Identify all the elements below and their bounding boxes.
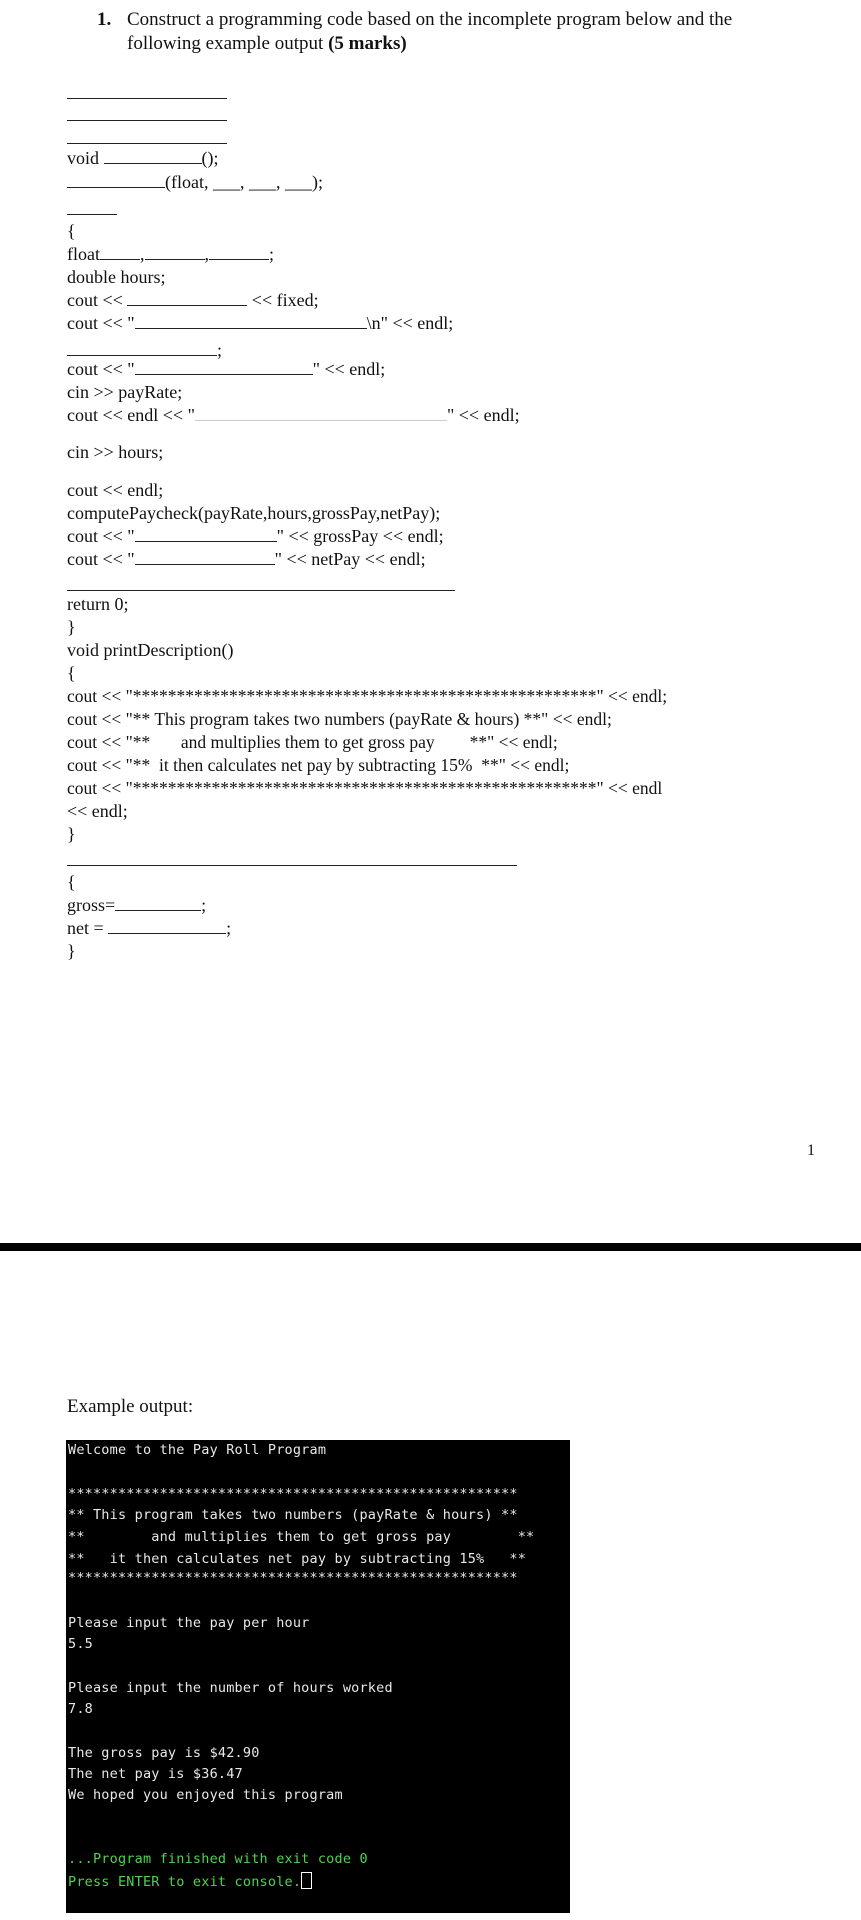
code-print-line-6: << endl; (67, 801, 128, 821)
terminal-line: ** and multiplies them to get gross pay ** (68, 1529, 535, 1545)
code-brace: { (67, 221, 76, 241)
cursor-icon (301, 1872, 312, 1889)
code-cout-endl: cout << endl; (67, 480, 164, 500)
code-cout-4: cout << endl << " " << endl; (67, 405, 520, 425)
code-gross-assign: gross= ; (67, 895, 207, 915)
code-brace: { (67, 872, 76, 892)
blank-line (67, 98, 227, 99)
blank-line (67, 120, 227, 121)
question-marks: (5 marks) (328, 33, 407, 54)
code-compute-call: computePaycheck(payRate,hours,grossPay,netPay); (67, 503, 441, 523)
code-cout-2: cout << " \n" << endl; (67, 313, 454, 333)
blank-line (67, 590, 455, 591)
terminal-line: ****************************************************** (68, 1570, 518, 1586)
code-blank-statement: ; (67, 339, 222, 362)
terminal-line: Welcome to the Pay Roll Program (68, 1442, 327, 1458)
code-net-assign: net = ; (67, 918, 232, 938)
question-line-1: Construct a programming code based on the incomplete program below and the (127, 9, 733, 30)
code-compute-prototype: (float, ___, ___, ___); (67, 171, 323, 194)
code-return: return 0; (67, 594, 129, 614)
code-brace: } (67, 617, 76, 637)
page-divider (0, 1243, 861, 1251)
code-print-line-5: cout << "*****************************************************" << endl (67, 778, 663, 798)
terminal-line: Please input the pay per hour (68, 1615, 310, 1631)
code-brace: } (67, 941, 76, 961)
page-number: 1 (807, 1142, 815, 1159)
question-line-2: following example output (5 marks) (127, 33, 407, 54)
code-float-decl: float , , ; (67, 244, 275, 264)
question (97, 8, 797, 56)
code-cout-5: cout << " " << grossPay << endl; (67, 526, 444, 546)
terminal-line: ** it then calculates net pay by subtracting 15% ** (68, 1551, 527, 1567)
terminal-line: 7.8 (68, 1701, 93, 1717)
code-print-line-3: cout << "** and multiplies them to get gross pay **" << endl; (67, 732, 558, 752)
example-output-label: Example output: (67, 1396, 194, 1417)
terminal-exit-line: ...Program finished with exit code 0 (68, 1851, 368, 1867)
blank-line (67, 143, 227, 144)
code-cin-hours: cin >> hours; (67, 442, 164, 462)
blank-line (67, 865, 517, 866)
terminal-line: 5.5 (68, 1636, 93, 1652)
terminal-line: Please input the number of hours worked (68, 1680, 393, 1696)
blank-line (67, 214, 117, 215)
terminal-line: The gross pay is $42.90 (68, 1745, 260, 1761)
code-cout-6: cout << " " << netPay << endl; (67, 549, 426, 569)
code-cin-payrate: cin >> payRate; (67, 382, 183, 402)
code-print-description-decl: void printDescription() (67, 640, 234, 660)
code-cout-1: cout << << fixed; (67, 290, 319, 310)
code-print-line-1: cout << "*****************************************************" << endl; (67, 686, 668, 706)
terminal-line: The net pay is $36.47 (68, 1766, 243, 1782)
code-brace: { (67, 663, 76, 683)
terminal-press-enter-line: Press ENTER to exit console. (68, 1872, 312, 1890)
terminal-line: ****************************************************** (68, 1486, 518, 1502)
question-number: 1. (97, 9, 112, 30)
terminal-window (66, 1440, 570, 1913)
code-print-line-4: cout << "** it then calculates net pay by subtracting 15% **" << endl; (67, 755, 570, 775)
code-cout-3: cout << " " << endl; (67, 359, 386, 379)
code-print-line-2: cout << "** This program takes two numbers (payRate & hours) **" << endl; (67, 709, 612, 729)
code-double-decl: double hours; (67, 267, 166, 287)
code-void-prototype: void (); (67, 148, 219, 168)
terminal-line: We hoped you enjoyed this program (68, 1787, 343, 1803)
terminal-line: ** This program takes two numbers (payRate & hours) ** (68, 1507, 518, 1523)
code-brace: } (67, 824, 76, 844)
